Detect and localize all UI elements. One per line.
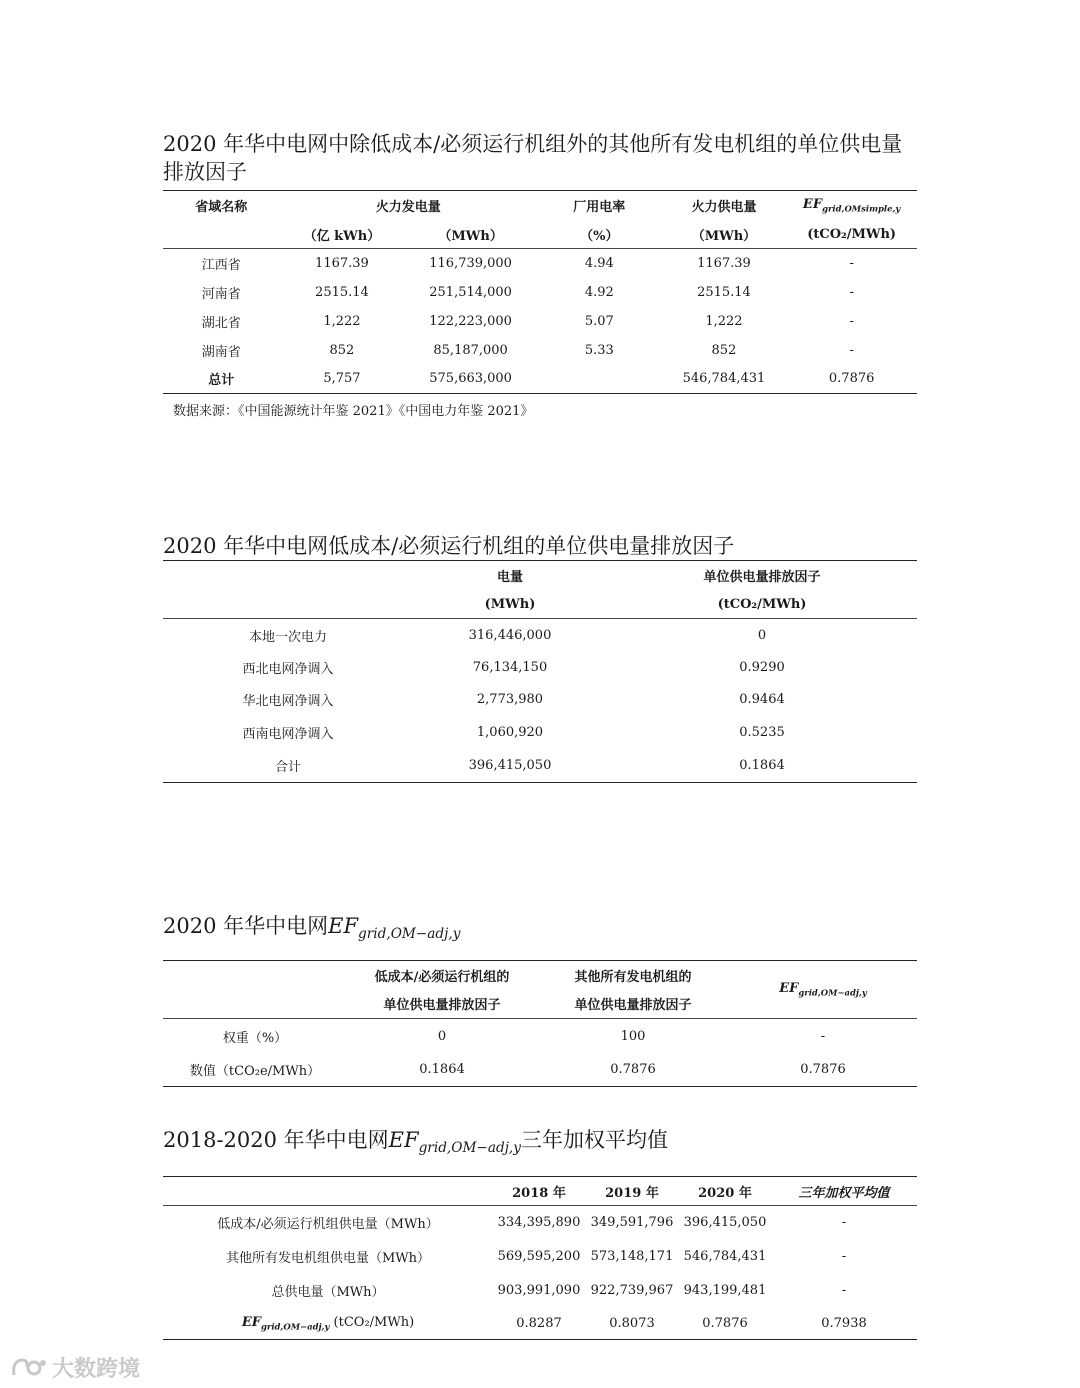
table2-section xyxy=(163,532,917,783)
table-row: 数值（tCO₂e/MWh） 0.1864 0.7876 0.7876 xyxy=(189,1062,846,1080)
table4-section xyxy=(163,1126,917,1340)
table-row: 本地一次电力 316,446,000 0 xyxy=(248,627,767,645)
col-province: 省域名称 xyxy=(195,200,248,216)
table-row: 总供电量（MWh） 903,991,090 922,739,967 943,199,481 - xyxy=(271,1283,847,1301)
table-row: 其他所有发电机组供电量（MWh） 569,595,200 573,148,171 546,784,431 - xyxy=(225,1249,847,1267)
col-avg: 三年加权平均值 xyxy=(798,1185,890,1201)
table-row: 西北电网净调入 76,134,150 0.9290 xyxy=(242,660,785,677)
unit-tco2: (tCO₂/MWh) xyxy=(807,226,897,242)
col-low-cost-b: 单位供电量排放因子 xyxy=(383,998,501,1014)
table3-title: 2020 年华中电网$EF_{grid,OM-adj,y}$ xyxy=(163,914,461,943)
unit-yi: （亿 kWh） xyxy=(303,228,381,244)
unit-qty: (MWh) xyxy=(484,596,536,612)
table-row: 湖北省 1,222 122,223,000 5.07 1,222 - xyxy=(201,313,854,331)
col-other-a: 其他所有发电机组的 xyxy=(574,969,692,985)
table-total-row: 总计 5,757 575,663,000 546,784,431 0.7876 xyxy=(208,371,875,389)
col-qty: 电量 xyxy=(496,570,523,586)
col-aux-rate: 厂用电率 xyxy=(573,200,626,216)
col-other-b: 单位供电量排放因子 xyxy=(574,998,692,1014)
col-2020: 2020 年 xyxy=(698,1185,752,1201)
unit-ef: (tCO₂/MWh) xyxy=(717,596,807,612)
table1-section xyxy=(163,130,917,419)
col-low-cost-a: 低成本/必须运行机组的 xyxy=(374,969,510,985)
unit-mwh: （MWh） xyxy=(438,228,503,244)
col-2018: 2018 年 xyxy=(512,1185,566,1201)
table4-title: 2018-2020 年华中电网$EF_{grid,OM-adj,y}$三年加权平均值 xyxy=(163,1128,668,1157)
unit-mwh-supply: （MWh） xyxy=(691,228,757,244)
table3-section xyxy=(163,912,917,1087)
table4 xyxy=(163,1176,917,1340)
col-thermal-supply: 火力供电量 xyxy=(691,200,757,216)
table1 xyxy=(163,190,917,394)
table-total-row: 合计 396,415,050 0.1864 xyxy=(274,757,785,775)
table-row: 河南省 2515.14 251,514,000 4.92 2515.14 - xyxy=(201,284,854,302)
table-row: 华北电网净调入 2,773,980 0.9464 xyxy=(242,692,785,709)
table3 xyxy=(163,960,917,1087)
col-2019: 2019 年 xyxy=(605,1185,659,1201)
table-row: 低成本/必须运行机组供电量（MWh） 334,395,890 349,591,796 396,415,050 - xyxy=(217,1215,847,1233)
table-row: 西南电网净调入 1,060,920 0.5235 xyxy=(242,724,785,742)
watermark-logo-icon xyxy=(10,1355,48,1381)
table-ef-row: $EF_{grid,OM-adj,y}$ (tCO₂/MWh) 0.8287 0.8073 0.7876 0.7938 xyxy=(241,1315,867,1332)
table-row: 江西省 1167.39 116,739,000 4.94 1167.39 - xyxy=(201,255,854,273)
col-thermal-gen: 火力发电量 xyxy=(375,200,441,216)
col-ef-simple: $EF_{grid,OMsimple,y}$ xyxy=(802,197,901,215)
table1-title: 2020 年华中电网中除低成本/必须运行机组外的其他所有发电机组的单位供电量排放因子 xyxy=(163,132,903,184)
table2-title: 2020 年华中电网低成本/必须运行机组的单位供电量排放因子 xyxy=(163,534,735,558)
table2 xyxy=(163,560,917,783)
watermark-text: 大数跨境 xyxy=(52,1357,141,1382)
table1-source: 数据来源：《中国能源统计年鉴 2021》《中国电力年鉴 2021》 xyxy=(173,404,534,419)
table-row: 权重（%） 0 100 - xyxy=(222,1028,826,1046)
table-row: 湖南省 852 85,187,000 5.33 852 - xyxy=(201,342,854,360)
col-ef: 单位供电量排放因子 xyxy=(703,570,821,586)
unit-pct: （%） xyxy=(580,228,619,244)
watermark xyxy=(10,1352,140,1383)
col-ef-adj: $EF_{grid,OM-adj,y}$ xyxy=(779,981,867,998)
